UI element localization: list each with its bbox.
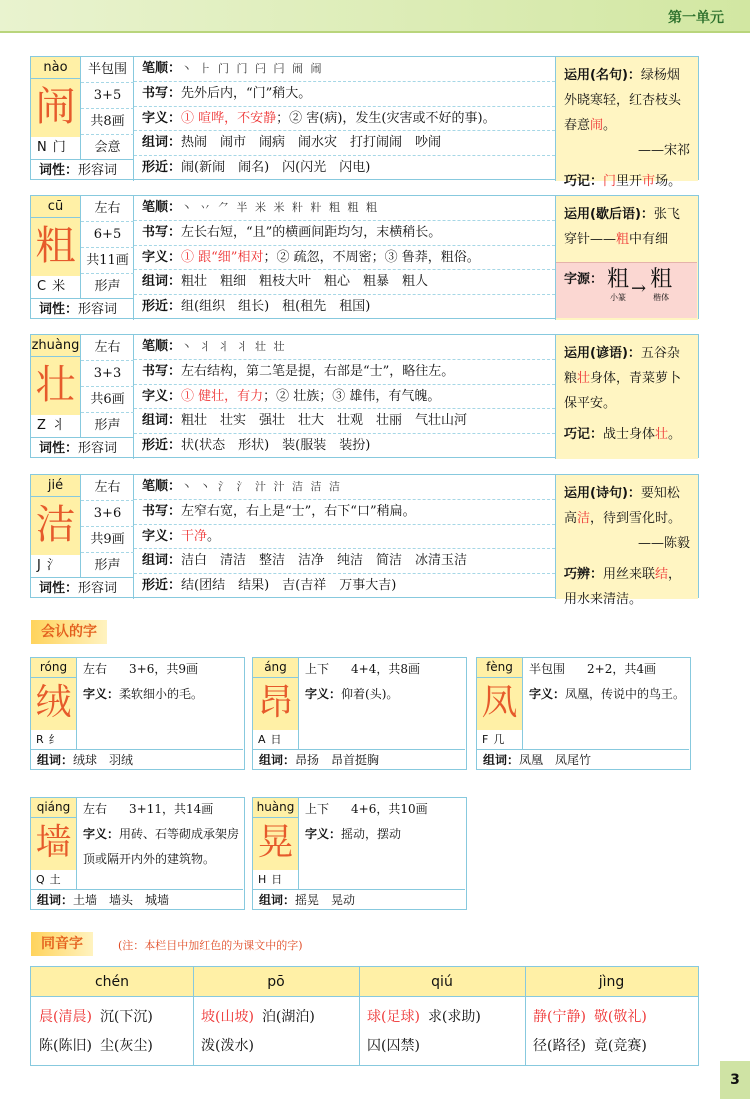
origin-label: 字源： xyxy=(564,272,604,287)
column-divider xyxy=(525,967,526,1065)
seal-note: 小篆 xyxy=(610,293,627,302)
homophone-pinyin: jìng xyxy=(525,967,698,997)
similar-chars-value: 闹(新闹 闹名) 闪(闪光 闪电) xyxy=(181,160,371,176)
char-pinyin: qiáng xyxy=(31,798,77,818)
stroke-order-row xyxy=(134,196,555,221)
homophone-word: 球(足球) xyxy=(367,1009,420,1025)
writing-tip-label: 书写： xyxy=(142,363,182,379)
homophone-word: 敬(敬礼) xyxy=(593,1009,647,1025)
meaning-label: 字义： xyxy=(305,687,342,701)
char-origin xyxy=(556,262,697,318)
usage-post: 身体，青菜萝卜保平安。 xyxy=(564,371,682,411)
homophone-word: 求(求助) xyxy=(427,1009,481,1025)
stroke-order-row xyxy=(134,57,555,82)
tip-mid: 里开 xyxy=(616,174,643,189)
char-info-column xyxy=(31,57,134,181)
char-glyph: 墙 xyxy=(31,818,77,870)
char-structure: 左右 xyxy=(81,475,134,501)
memory-tip xyxy=(564,562,690,612)
pos-value: 形容词 xyxy=(78,302,118,317)
words-label: 组词： xyxy=(483,753,520,767)
radical-glyph: 米 xyxy=(52,279,66,294)
tip-label: 巧辨： xyxy=(564,567,604,582)
writing-tip-row xyxy=(134,221,555,246)
homophone-pinyin: pō xyxy=(193,967,359,997)
char-words-row xyxy=(134,270,555,295)
meaning-highlight: ① 喧哗，不安静 xyxy=(181,110,277,126)
stroke-order-label: 笔顺： xyxy=(142,479,182,494)
char-meaning-row xyxy=(134,525,555,550)
tip-highlight: 壮 xyxy=(655,427,669,442)
similar-chars-label: 形近： xyxy=(142,299,182,315)
usage-pre: 五谷杂粮 xyxy=(564,346,680,386)
char-detail-column xyxy=(134,196,555,320)
similar-chars-row xyxy=(134,574,555,599)
recognize-card xyxy=(30,657,245,770)
usage-pre: 张飞穿针—— xyxy=(564,207,680,247)
char-glyph: 闹 xyxy=(31,79,81,137)
writing-tip-label: 书写： xyxy=(142,503,182,519)
unit-title: 第一单元 xyxy=(668,10,724,26)
radical-glyph: 丬 xyxy=(51,418,65,433)
page-header xyxy=(0,0,750,33)
similar-chars-value: 结(团结 结果) 吉(吉祥 万事大吉) xyxy=(181,578,397,594)
homophone-word: 陈(陈旧) xyxy=(39,1038,92,1054)
recognize-card xyxy=(30,797,245,910)
radical-letter: R xyxy=(36,733,44,746)
meaning-rest: 。 xyxy=(207,528,221,544)
char-meaning xyxy=(305,682,463,748)
words-value: 凤凰 凤尾竹 xyxy=(519,753,592,767)
char-words-value: 粗壮 粗细 粗枝大叶 粗心 粗暴 粗人 xyxy=(181,274,429,290)
stroke-order-row xyxy=(134,335,555,360)
char-meaning-row xyxy=(134,107,555,132)
tip-post: 。 xyxy=(668,427,682,442)
char-formation: 形声 xyxy=(94,279,121,294)
homophone-cell xyxy=(525,997,698,1065)
homophone-cell xyxy=(359,997,525,1065)
usage-post: ，待到雪化时。 xyxy=(590,511,682,526)
radical-letter: F xyxy=(482,733,489,746)
char-pinyin: huàng xyxy=(253,798,299,818)
pos-label: 词性： xyxy=(39,581,79,596)
radical-letter: H xyxy=(258,873,267,886)
char-structure: 左右 xyxy=(83,662,108,676)
radical-glyph: 门 xyxy=(52,140,66,155)
char-structure-strokes xyxy=(83,658,198,680)
similar-chars-label: 形近： xyxy=(142,160,182,176)
tip-label: 巧记： xyxy=(564,174,604,189)
meaning-highlight: 干净 xyxy=(181,528,208,544)
char-meaning-label: 字义： xyxy=(142,388,182,404)
meaning-value: 仰着(头)。 xyxy=(341,687,399,701)
words-value: 土墙 墙头 城墙 xyxy=(73,893,170,907)
char-structure: 半包围 xyxy=(81,57,134,83)
char-radical xyxy=(253,730,299,749)
radical-glyph: 几 xyxy=(493,733,505,746)
char-info-column xyxy=(31,475,134,599)
char-detail-column xyxy=(134,335,555,459)
char-pinyin: zhuàng xyxy=(31,335,81,357)
seal-script-glyph xyxy=(607,267,629,303)
stroke-order-label: 笔顺： xyxy=(142,339,182,354)
meaning-value: 摇动，摆动 xyxy=(341,827,402,841)
writing-tip-row xyxy=(134,82,555,107)
meaning-highlight: ① 跟“细”相对 xyxy=(181,249,264,265)
stroke-order-row xyxy=(134,475,555,500)
usage-pre: 绿杨烟外晓寒轻，红杏枝头春意 xyxy=(564,68,682,133)
char-structure-strokes xyxy=(529,658,656,680)
page-number: 3 xyxy=(720,1061,750,1099)
char-pinyin: jié xyxy=(31,475,81,497)
char-meaning-label: 字义： xyxy=(142,110,182,126)
column-divider xyxy=(359,967,360,1065)
usage-panel xyxy=(555,196,698,320)
usage-label: 运用(谚语)： xyxy=(564,346,641,361)
meaning-rest: ；② 壮族；③ 雄伟，有气魄。 xyxy=(263,388,441,404)
radical-letter: Z xyxy=(37,418,46,433)
stroke-order-label: 笔顺： xyxy=(142,61,182,76)
char-detail-column xyxy=(134,57,555,181)
char-meaning-label: 字义： xyxy=(142,528,182,544)
usage-post: 中有细 xyxy=(629,232,669,247)
char-glyph: 晃 xyxy=(253,818,299,870)
words-value: 昂扬 昂首挺胸 xyxy=(295,753,380,767)
homophone-section-title: 同音字 xyxy=(31,932,93,956)
writing-tip-row xyxy=(134,500,555,525)
char-structure-strokes xyxy=(305,658,420,680)
pos-label: 词性： xyxy=(39,163,79,178)
char-glyph: 壮 xyxy=(31,357,81,415)
recognize-card xyxy=(252,657,467,770)
char-structure: 左右 xyxy=(81,335,134,361)
words-value: 绒球 羽绒 xyxy=(73,753,134,767)
char-radical xyxy=(31,870,77,889)
radical-letter: N xyxy=(37,140,47,155)
similar-chars-label: 形近： xyxy=(142,438,182,454)
words-label: 组词： xyxy=(259,753,296,767)
char-card xyxy=(30,334,699,458)
meaning-rest: ；② 疏忽，不周密；③ 鲁莽，粗俗。 xyxy=(263,249,480,265)
homophone-word: 径(路径) xyxy=(533,1038,586,1054)
recognize-section-title: 会认的字 xyxy=(31,620,107,644)
char-stroke-split: 3+6 xyxy=(81,501,134,527)
char-glyph: 昂 xyxy=(253,678,299,730)
char-meaning-row xyxy=(134,246,555,271)
char-words-label: 组词： xyxy=(142,553,182,569)
char-meaning xyxy=(529,682,687,748)
char-pinyin: áng xyxy=(253,658,299,678)
char-words-row xyxy=(134,409,555,434)
char-info-column xyxy=(31,335,134,459)
usage-panel xyxy=(555,57,698,189)
similar-chars-row xyxy=(134,295,555,320)
char-part-of-speech xyxy=(31,437,134,459)
stroke-order-value: 丶 ⺊ 门 门 闩 闩 闹 闹 xyxy=(181,62,324,75)
char-formation: 会意 xyxy=(94,140,121,155)
char-glyph: 绒 xyxy=(31,678,77,730)
char-pinyin: fèng xyxy=(477,658,523,678)
char-glyph: 洁 xyxy=(31,497,81,555)
meaning-label: 字义： xyxy=(83,827,120,841)
char-words-row xyxy=(134,549,555,574)
char-strokes: 3+6，共9画 xyxy=(129,662,198,676)
arrow-icon: → xyxy=(631,278,647,299)
pos-label: 词性： xyxy=(39,441,79,456)
char-meaning xyxy=(305,822,463,888)
usage-highlight: 粗 xyxy=(616,232,630,247)
char-strokes: 2+2，共4画 xyxy=(587,662,656,676)
radical-letter: A xyxy=(258,733,266,746)
char-structure: 半包围 xyxy=(529,662,566,676)
tip-highlight: 市 xyxy=(642,174,656,189)
pos-value: 形容词 xyxy=(78,581,118,596)
writing-tip-value: 左右结构，第二笔是提，右部是“士”，略往左。 xyxy=(181,363,455,379)
stroke-order-value: 丶 丶 氵 氵 汁 汁 洁 洁 洁 xyxy=(181,480,342,493)
writing-tip-label: 书写： xyxy=(142,224,182,240)
homophone-word: 囚(囚禁) xyxy=(367,1038,420,1054)
char-radical xyxy=(31,555,81,577)
char-pinyin: nào xyxy=(31,57,81,79)
char-words-value: 洁白 清洁 整洁 洁净 纯洁 简洁 冰清玉洁 xyxy=(181,553,468,569)
char-meaning xyxy=(83,682,241,748)
homophone-pinyin: chén xyxy=(31,967,193,997)
homophone-word: 静(宁静) xyxy=(533,1009,586,1025)
usage-author: ——陈毅 xyxy=(637,536,690,551)
char-structure: 左右 xyxy=(81,196,134,222)
seal-glyph: 粗 xyxy=(607,267,630,292)
similar-chars-row xyxy=(134,434,555,459)
recognize-card xyxy=(252,797,467,910)
char-stroke-split: 6+5 xyxy=(81,222,134,248)
char-info-column xyxy=(31,196,134,320)
stroke-order-value: 丶 丷 ⺈ 半 米 米 籵 籵 粗 粗 粗 xyxy=(181,201,379,214)
char-stroke-total: 共6画 xyxy=(81,387,134,413)
usage-text xyxy=(564,63,690,138)
char-words-value: 热闹 闹市 闹病 闹水灾 打打闹闹 吵闹 xyxy=(181,135,442,151)
words-label: 组词： xyxy=(259,893,296,907)
homophone-cell xyxy=(31,997,193,1065)
char-structure: 左右 xyxy=(83,802,108,816)
words-label: 组词： xyxy=(37,893,74,907)
pos-label: 词性： xyxy=(39,302,79,317)
char-radical xyxy=(31,137,81,159)
usage-post: 。 xyxy=(603,118,617,133)
char-part-of-speech xyxy=(31,577,134,599)
writing-tip-value: 先外后内，“门”稍大。 xyxy=(181,85,312,101)
writing-tip-label: 书写： xyxy=(142,85,182,101)
meaning-label: 字义： xyxy=(83,687,120,701)
tip-mid: 战士身体 xyxy=(603,427,656,442)
stroke-order-label: 笔顺： xyxy=(142,200,182,215)
char-structure-strokes xyxy=(305,798,428,820)
radical-glyph: 纟 xyxy=(48,733,60,746)
char-words-label: 组词： xyxy=(142,274,182,290)
usage-text xyxy=(564,202,690,252)
usage-panel xyxy=(555,335,698,459)
usage-highlight: 壮 xyxy=(577,371,591,386)
meaning-highlight: ① 健壮，有力 xyxy=(181,388,264,404)
char-words xyxy=(477,749,689,769)
meaning-rest: ；② 害(病)，发生(灾害或不好的事)。 xyxy=(276,110,496,126)
similar-chars-value: 组(组织 组长) 租(租先 租国) xyxy=(181,299,371,315)
homophone-word: 尘(灰尘) xyxy=(99,1038,153,1054)
kai-glyph: 粗 xyxy=(650,267,673,292)
char-radical xyxy=(31,276,81,298)
char-stroke-split: 3+5 xyxy=(81,83,134,109)
char-part-of-speech xyxy=(31,159,134,181)
homophone-table xyxy=(30,966,699,1066)
tip-highlight: 门 xyxy=(603,174,617,189)
char-structure: 上下 xyxy=(305,802,330,816)
tip-post: ，用水来清洁。 xyxy=(564,567,682,607)
usage-highlight: 洁 xyxy=(577,511,591,526)
pos-value: 形容词 xyxy=(78,441,118,456)
usage-label: 运用(歇后语)： xyxy=(564,207,654,222)
tip-post: 场。 xyxy=(655,174,682,189)
char-pinyin: róng xyxy=(31,658,77,678)
char-glyph: 凤 xyxy=(477,678,523,730)
meaning-value: 凤凰，传说中的鸟王。 xyxy=(565,687,686,701)
homophone-word: 竟(竞赛) xyxy=(593,1038,647,1054)
homophone-word: 泼(泼水) xyxy=(201,1038,254,1054)
tip-mid: 用丝来联 xyxy=(603,567,656,582)
char-radical xyxy=(253,870,299,889)
meaning-label: 字义： xyxy=(305,827,342,841)
radical-letter: C xyxy=(37,279,47,294)
char-stroke-total: 共8画 xyxy=(81,109,134,135)
tip-label: 巧记： xyxy=(564,427,604,442)
radical-glyph: 日 xyxy=(270,733,282,746)
char-formation: 形声 xyxy=(94,418,121,433)
char-detail-column xyxy=(134,475,555,599)
recognize-card xyxy=(476,657,691,770)
homophone-pinyin: qiú xyxy=(359,967,525,997)
memory-tip xyxy=(564,422,690,447)
radical-glyph: 土 xyxy=(49,873,61,886)
usage-panel xyxy=(555,475,698,607)
words-label: 组词： xyxy=(37,753,74,767)
kai-note: 楷体 xyxy=(653,293,670,302)
char-words xyxy=(253,889,465,909)
char-glyph: 粗 xyxy=(31,218,81,276)
char-stroke-total: 共11画 xyxy=(81,248,134,274)
char-stroke-total: 共9画 xyxy=(81,527,134,553)
radical-glyph: 日 xyxy=(271,873,283,886)
homophone-word: 泊(湖泊) xyxy=(261,1009,315,1025)
char-strokes: 4+4，共8画 xyxy=(351,662,420,676)
char-strokes: 4+6，共10画 xyxy=(351,802,428,816)
homophone-cell xyxy=(193,997,359,1065)
char-card xyxy=(30,195,699,319)
writing-tip-value: 左窄右宽，右上是“士”，右下“口”稍扁。 xyxy=(181,503,416,519)
char-words-label: 组词： xyxy=(142,413,182,429)
regular-script-glyph xyxy=(650,267,672,303)
char-structure: 上下 xyxy=(305,662,330,676)
usage-highlight: 闹 xyxy=(590,118,604,133)
usage-label: 运用(诗句)： xyxy=(564,486,641,501)
char-meaning-row xyxy=(134,385,555,410)
memory-tip xyxy=(564,169,690,194)
usage-text xyxy=(564,481,690,531)
meaning-value: 柔软细小的毛。 xyxy=(119,687,204,701)
radical-letter: Q xyxy=(36,873,45,886)
char-formation: 形声 xyxy=(94,558,121,573)
char-structure-strokes xyxy=(83,798,213,820)
pos-value: 形容词 xyxy=(78,163,118,178)
char-card xyxy=(30,474,699,607)
char-words-value: 粗壮 壮实 强壮 壮大 壮观 壮丽 气壮山河 xyxy=(181,413,468,429)
char-radical xyxy=(31,730,77,749)
words-value: 摇晃 晃动 xyxy=(295,893,356,907)
char-words-row xyxy=(134,131,555,156)
char-radical xyxy=(31,415,81,437)
char-pinyin: cū xyxy=(31,196,81,218)
char-part-of-speech xyxy=(31,298,134,320)
stroke-order-value: 丶 丬 丬 丬 壮 壮 xyxy=(181,340,287,353)
radical-letter: J xyxy=(37,558,41,573)
char-radical xyxy=(477,730,523,749)
meaning-value: 用砖、石等砌成承架房顶或隔开内外的建筑物。 xyxy=(83,827,240,866)
char-card xyxy=(30,56,699,189)
homophone-word: 晨(清晨) xyxy=(39,1009,92,1025)
usage-author: ——宋祁 xyxy=(637,143,690,158)
usage-pre: 要知松高 xyxy=(564,486,680,526)
tip-highlight: 结 xyxy=(655,567,669,582)
similar-chars-label: 形近： xyxy=(142,578,182,594)
char-words xyxy=(253,749,465,769)
usage-text xyxy=(564,341,690,416)
char-words-label: 组词： xyxy=(142,135,182,151)
char-strokes: 3+11，共14画 xyxy=(129,802,214,816)
writing-tip-row xyxy=(134,360,555,385)
char-words xyxy=(31,889,243,909)
radical-glyph: 氵 xyxy=(46,558,60,573)
column-divider xyxy=(193,967,194,1065)
homophone-word: 沉(下沉) xyxy=(99,1009,153,1025)
writing-tip-value: 左长右短，“且”的横画间距均匀，末横稍长。 xyxy=(181,224,442,240)
meaning-label: 字义： xyxy=(529,687,566,701)
homophone-word: 坡(山坡) xyxy=(201,1009,254,1025)
usage-label: 运用(名句)： xyxy=(564,68,641,83)
char-meaning xyxy=(83,822,241,888)
char-stroke-split: 3+3 xyxy=(81,361,134,387)
similar-chars-row xyxy=(134,156,555,181)
homophone-note: (注：本栏目中加红色的为课文中的字) xyxy=(118,939,303,952)
char-meaning-label: 字义： xyxy=(142,249,182,265)
char-words xyxy=(31,749,243,769)
similar-chars-value: 状(状态 形状) 装(服装 装扮) xyxy=(181,438,371,454)
